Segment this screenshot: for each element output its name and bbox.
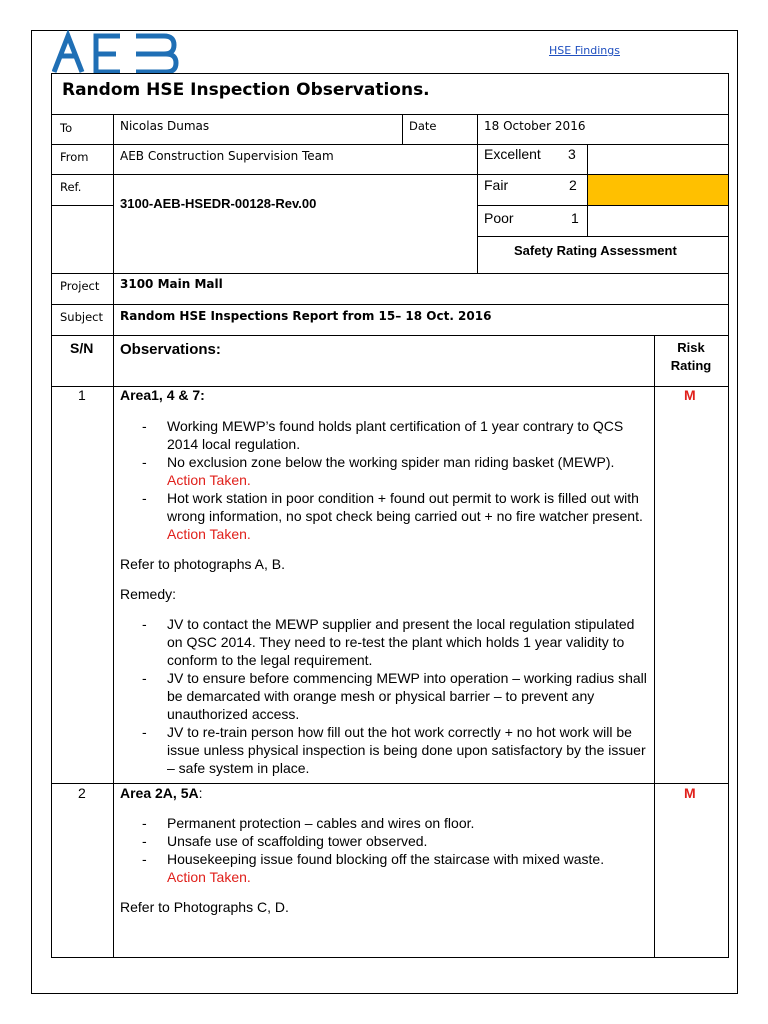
row1-sn: 1 (78, 387, 86, 403)
row2-risk: M (684, 785, 696, 801)
row1-remedies (120, 615, 650, 777)
row2-refer: Refer to Photographs C, D. (120, 899, 289, 915)
list-item: - JV to contact the MEWP supplier and present the local regulation stipulated on QSC 2014. They need to re-test the plant which holds 1 year validity to conform to the legal requirement. (142, 615, 650, 669)
rating-fair-label: Fair (484, 177, 509, 193)
logo-text: AEB (52, 30, 55, 31)
rating-excellent-box (587, 144, 729, 175)
ref-empty-cell (51, 205, 114, 274)
risk-header: Risk Rating (670, 340, 712, 373)
ref-value-cell (113, 174, 478, 274)
safety-rating-label: Safety Rating Assessment (514, 243, 677, 258)
list-item: - Unsafe use of scaffolding tower observed. (142, 832, 650, 850)
from-label: From (60, 150, 89, 164)
page-title: Random HSE Inspection Observations. (62, 80, 430, 100)
to-label: To (60, 121, 73, 135)
row1-remedy-label: Remedy: (120, 586, 177, 602)
row1-area: Area1, 4 & 7: (120, 387, 205, 403)
list-item: - Working MEWP’s found holds plant certification of 1 year contrary to QCS 2014 local regulation. (142, 417, 650, 453)
title-box (51, 73, 729, 115)
rating-fair-box-selected (587, 174, 729, 206)
row2-area-line: Area 2A, 5A: (120, 785, 203, 801)
row2-sn: 2 (78, 785, 86, 801)
aeb-logo (52, 30, 180, 74)
row1-refer: Refer to photographs A, B. (120, 556, 285, 572)
rating-excellent-score: 3 (568, 146, 576, 162)
subject-label: Subject (60, 310, 103, 324)
row1-risk: M (684, 387, 696, 403)
rating-fair-score: 2 (569, 177, 577, 193)
list-item: - JV to ensure before commencing MEWP into operation – working radius shall be demarcated with orange mesh or physical barrier – to prevent any unauthorized access. (142, 669, 650, 723)
row1-content (120, 386, 650, 777)
row1-bullets (120, 417, 650, 543)
rating-poor-label: Poor (484, 210, 514, 226)
row1-risk-cell (654, 386, 729, 784)
list-item: - Permanent protection – cables and wires on floor. (142, 814, 650, 832)
row2-risk-cell (654, 783, 729, 958)
from-value: AEB Construction Supervision Team (120, 149, 334, 163)
row2-sn-cell (51, 783, 114, 958)
sn-header: S/N (70, 340, 94, 356)
subject-value: Random HSE Inspections Report from 15– 18 Oct. 2016 (120, 309, 492, 323)
row1-sn-cell (51, 386, 114, 784)
to-value: Nicolas Dumas (120, 119, 210, 133)
rating-poor-score: 1 (571, 210, 579, 226)
row2-bullets (120, 814, 650, 886)
date-value: 18 October 2016 (484, 119, 586, 133)
list-item: - No exclusion zone below the working spider man riding basket (MEWP). Action Taken. (142, 453, 650, 489)
list-item: - JV to re-train person how fill out the hot work correctly + no hot work will be issue unless physical inspection is being done upon satisfactory by the issuer – safe system in place. (142, 723, 650, 777)
hse-findings-link[interactable]: HSE Findings (549, 44, 620, 57)
project-value: 3100 Main Mall (120, 277, 223, 291)
list-item: - Housekeeping issue found blocking off the staircase with mixed waste. Action Taken. (142, 850, 650, 886)
ref-value: 3100-AEB-HSEDR-00128-Rev.00 (120, 196, 317, 211)
rating-excellent-label: Excellent (484, 146, 541, 162)
project-label: Project (60, 279, 100, 293)
list-item: - Hot work station in poor condition + found out permit to work is filled out with wrong information, no spot check being carried out + no fire watcher present. Action Taken. (142, 489, 650, 543)
row2-content (120, 784, 650, 916)
ref-label: Ref. (60, 180, 82, 194)
date-label: Date (409, 119, 437, 133)
row2-area: Area 2A, 5A (120, 785, 199, 801)
rating-poor-box (587, 205, 729, 237)
obs-header: Observations: (120, 341, 221, 358)
